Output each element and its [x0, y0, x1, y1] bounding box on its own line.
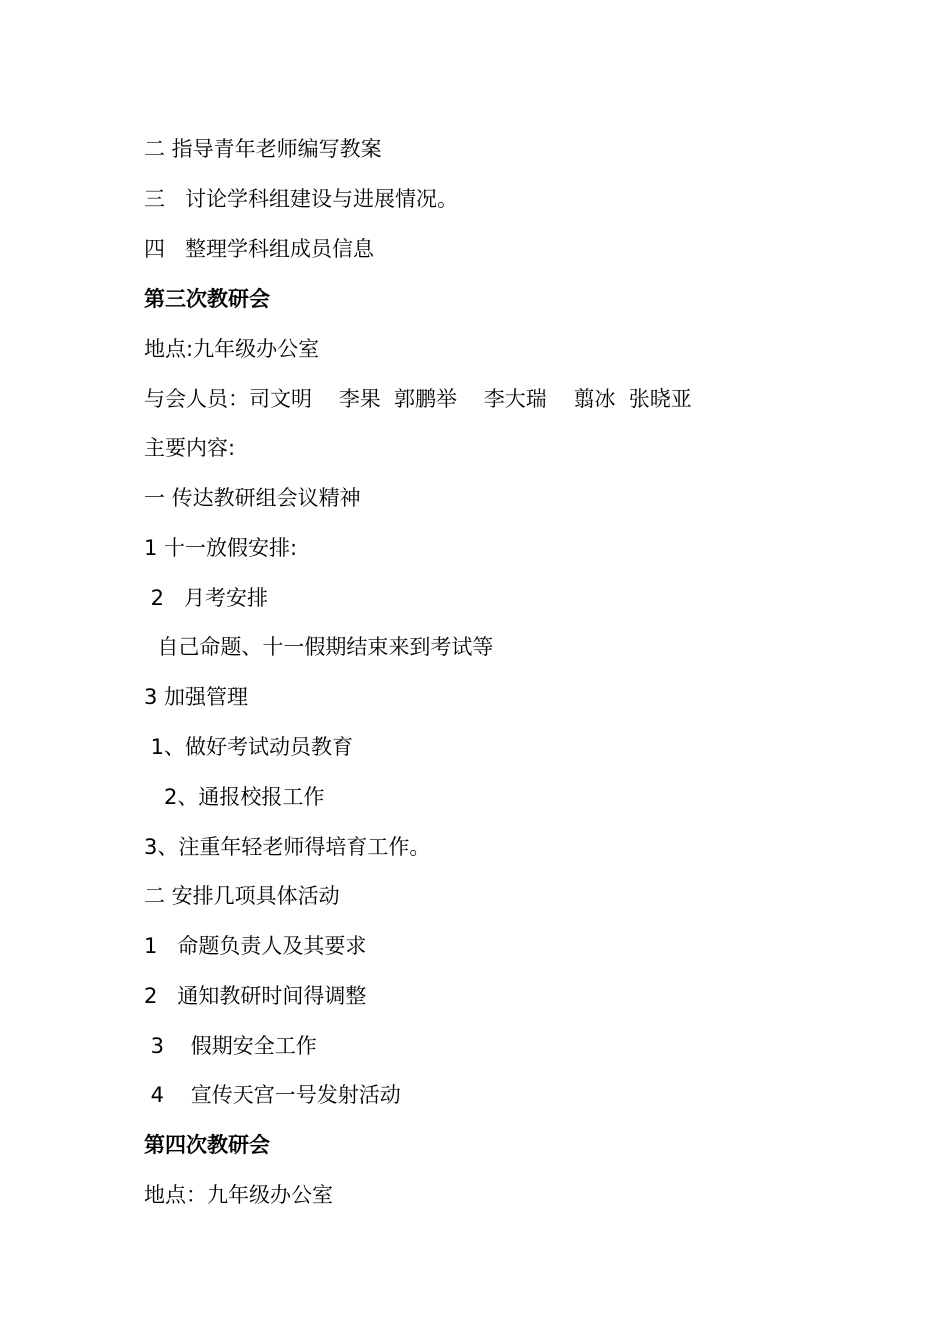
text-line: 3、注重年轻老师得培育工作。	[144, 835, 431, 859]
text-line: 1 命题负责人及其要求	[144, 934, 367, 958]
text-line: 1、做好考试动员教育	[144, 735, 354, 759]
text-line: 地点：九年级办公室	[144, 1183, 333, 1207]
text-line: 4 宣传天宫一号发射活动	[144, 1083, 401, 1107]
text-line: 主要内容:	[144, 436, 236, 460]
text-line: 四 整理学科组成员信息	[144, 237, 375, 261]
text-line: 与会人员：司文明 李果 郭鹏举 李大瑞 翦冰 张晓亚	[144, 387, 692, 411]
text-line: 二 指导青年老师编写教案	[144, 137, 382, 161]
text-line: 地点:九年级办公室	[144, 337, 320, 361]
text-line: 2、通报校报工作	[144, 785, 325, 809]
text-line: 三 讨论学科组建设与进展情况。	[144, 187, 459, 211]
text-line: 2 月考安排	[144, 586, 269, 610]
text-line: 二 安排几项具体活动	[144, 884, 340, 908]
text-line: 2 通知教研时间得调整	[144, 984, 367, 1008]
section-heading: 第四次教研会	[144, 1133, 270, 1157]
section-heading: 第三次教研会	[144, 287, 270, 311]
text-line: 自己命题、十一假期结束来到考试等	[144, 635, 494, 659]
text-line: 3 加强管理	[144, 685, 249, 709]
text-line: 1 十一放假安排:	[144, 536, 298, 560]
text-line: 一 传达教研组会议精神	[144, 486, 361, 510]
text-line: 3 假期安全工作	[144, 1034, 317, 1058]
